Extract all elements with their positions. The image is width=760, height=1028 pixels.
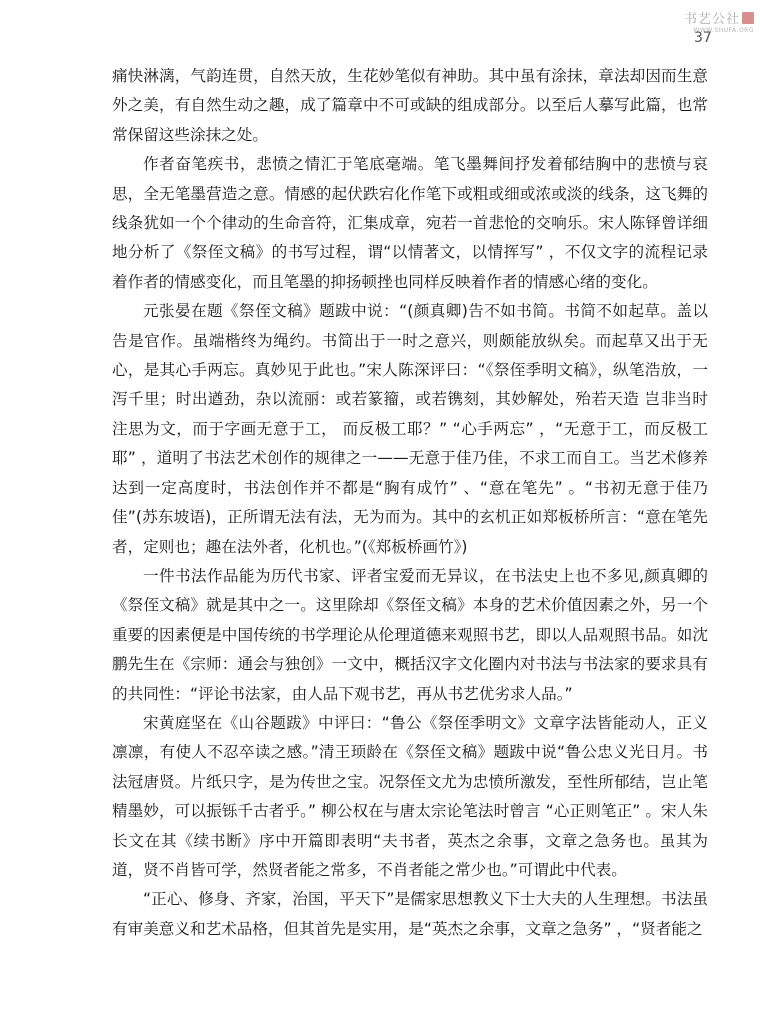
- watermark-url: WWW.SHUFA.ORG: [693, 27, 754, 34]
- watermark-text: 书艺公社: [683, 12, 740, 27]
- seal-icon: [742, 12, 754, 24]
- watermark: [680, 8, 754, 42]
- paragraph: 一件书法作品能为历代书家、评者宝爱而无异议，在书法史上也不多见,颜真卿的《祭侄文稿》就是其中之一。这里除却《祭侄文稿》本身的艺术价值因素之外，另一个重要的因素便是中国传统的书学理论从伦理道德来观照书艺，即以人品观照书品。如沈鹏先生在《宗师：通会与独创》一文中，概括汉字文化圈内对书法与书法家的要求具有的共同性：“评论书法家，由人品下观书艺，再从书艺优劣求人品。”: [112, 566, 708, 703]
- paragraph: “正心、修身、齐家，治国，平天下”是儒家思想教义下士大夫的人生理想。书法虽有审美意义和艺术品格，但其首先是实用，是“英杰之余事，文章之急务” ，“贤者能之: [112, 890, 708, 938]
- paragraph: 作者奋笔疾书，悲愤之情汇于笔底毫端。笔飞墨舞间抒发着郁结胸中的悲愤与哀思，全无笔墨营造之意。情感的起伏跌宕化作笔下或粗或细或浓或淡的线条，这飞舞的线条犹如一个个律动的生命音符，汇集成章，宛若一首悲怆的交响乐。宋人陈铎曾详细地分析了《祭侄文稿》的书写过程，谓“以情著文，以情挥写” ，不仅文字的流程记录着作者的情感变化，而且笔墨的抑扬顿挫也同样反映着作者的情感心绪的变化。: [112, 155, 708, 291]
- paragraph-continued: 痛快淋漓，气韵连贯，自然天放，生花妙笔似有神助。其中虽有涂抹，章法却因而生意外之美，有自然生动之趣，成了篇章中不可或缺的组成部分。以至后人摹写此篇，也常常保留这些涂抹之处。: [112, 67, 708, 144]
- paragraph: 元张晏在题《祭侄文稿》题跋中说：“(颜真卿)告不如书简。书简不如起草。盖以告是官作。虽端楷终为绳约。书简出于一时之意兴，则颇能放纵矣。而起草又出于无心，是其心手两忘。真妙见于此也。”宋人陈深评曰：“《祭侄季明文稿》，纵笔浩放，一泻千里；时出遒劲，杂以流丽：或若篆籀，或若镌刻，其妙解处，殆若天造 岂非当时注思为文，而于字画无意于工， 而反极工耶？” “心手两忘” ，“无意于工，而反极工耶” ，道明了书法艺术创作的规律之一——无意于佳乃佳，不求工而自工。当艺术修养达到一定高度时，书法创作并不都是“胸有成竹” 、“意在笔先” 。“书初无意于佳乃佳”(苏东坡语)，正所谓无法有法，无为而为。其中的玄机正如郑板桥所言：“意在笔先者，定则也；趣在法外者，化机也。”(《郑板桥画竹》): [112, 302, 708, 556]
- paragraph: 宋黄庭坚在《山谷题跋》中评曰：“鲁公《祭侄季明文》文章字法皆能动人，正义凛凛，有使人不忍卒读之感。”清王顼龄在《祭侄文稿》题跋中说“鲁公忠义光日月。书法冠唐贤。片纸只字，是为传世之宝。况祭侄文尤为忠愤所激发，至性所郁结，岂止笔精墨妙，可以振铄千古者乎。” 柳公权在与唐太宗论笔法时曾言 “心正则笔正” 。宋人朱长文在其《续书断》序中开篇即表明“夫书者，英杰之余事，文章之急务也。虽其为道，贤不肖皆可学，然贤者能之常多，不肖者能之常少也。”可谓此中代表。: [112, 713, 708, 879]
- page-number: 37: [694, 30, 712, 46]
- document-body: [112, 62, 708, 944]
- watermark-logo: [684, 8, 754, 27]
